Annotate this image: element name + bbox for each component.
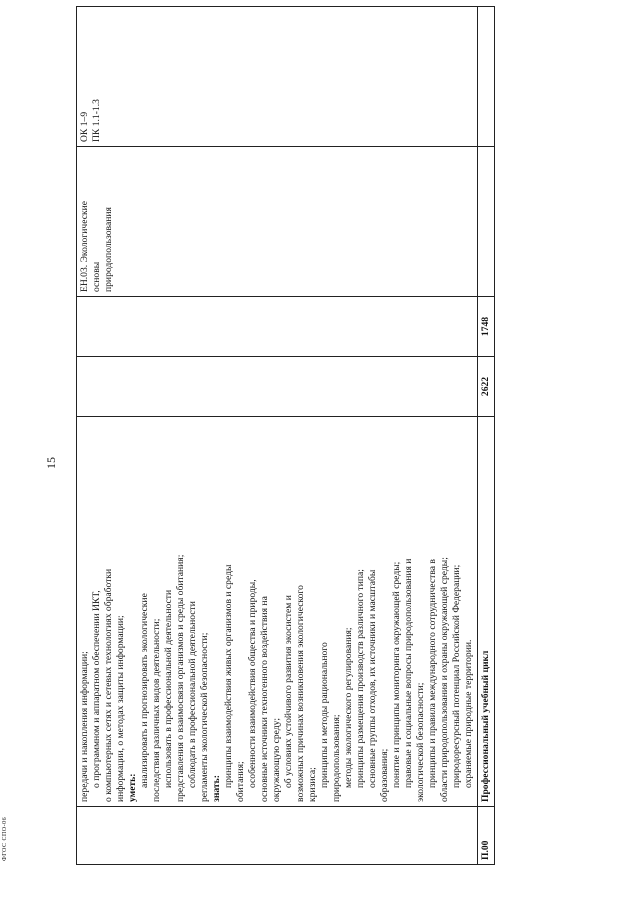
discipline-line: ЕН.03. Экологические: [79, 200, 90, 292]
content-line: понятие и принципы мониторинга окружающей среды;: [391, 561, 402, 788]
content-line: информации, о методах защиты информации;: [115, 615, 126, 802]
section-discipline-cell: [478, 147, 495, 297]
content-line: принципы и правила международного сотрудничества в: [427, 559, 438, 788]
content-line: принципы размещения производств различного типа;: [355, 569, 366, 788]
discipline-line: природопользования: [103, 207, 114, 292]
content-line: регламенты экологической безопасности;: [199, 632, 210, 802]
content-line: возможных причинах возникновения экологического: [295, 585, 306, 802]
content-line: анализировать и прогнозировать экологические: [139, 593, 150, 788]
section-max-hours: 2622: [478, 357, 495, 417]
content-line: использовать в профессиональной деятельности: [163, 589, 174, 788]
content-cell: [77, 417, 478, 807]
class-hours-cell: [77, 297, 478, 357]
page-number: 15: [44, 457, 58, 469]
competency-line: ПК 1.1-1.3: [91, 99, 102, 142]
discipline-line: основы: [91, 261, 102, 292]
footer-code: ФГОС СПО-06: [2, 816, 8, 861]
content-line: окружающую среду;: [271, 717, 282, 802]
content-line: методы экологического регулирования;: [343, 627, 354, 788]
content-line: основные группы отходов, их источники и масштабы: [367, 569, 378, 788]
content-line: особенности взаимодействия общества и природы,: [247, 579, 258, 788]
curriculum-table: [76, 6, 495, 865]
content-line: природоресурсный потенциал Российской Федерации;: [451, 564, 462, 788]
table-row: [478, 7, 495, 865]
content-line: последствия различных видов деятельности;: [151, 618, 162, 802]
content-line: экологической безопасности;: [415, 682, 426, 802]
content-line: о программном и аппаратном обеспечении ИКТ,: [91, 590, 102, 788]
content-line: кризиса;: [307, 767, 318, 802]
table-row: [77, 7, 478, 865]
section-competencies-cell: [478, 7, 495, 147]
content-line: образования;: [379, 748, 390, 802]
content-line: основные источники техногенного воздействия на: [259, 596, 270, 802]
content-line: принципы взаимодействия живых организмов и среды: [223, 564, 234, 788]
content-line: знать:: [211, 775, 222, 802]
competency-line: ОК 1–9: [79, 111, 90, 142]
content-line: об условиях устойчивого развития экосистем и: [283, 595, 294, 788]
content-line: области природопользования и охраны окружающей среды;: [439, 557, 450, 802]
content-line: уметь:: [127, 773, 138, 802]
content-line: соблюдать в профессиональной деятельности: [187, 601, 198, 788]
max-hours-cell: [77, 357, 478, 417]
section-class-hours: 1748: [478, 297, 495, 357]
competencies-cell: [77, 7, 478, 147]
discipline-cell: [77, 147, 478, 297]
content-line: передачи и накопления информации;: [79, 651, 90, 802]
content-line: принципы и методы рационального: [319, 642, 330, 788]
index-cell: [77, 807, 478, 865]
content-line: правовые и социальные вопросы природопользования и: [403, 558, 414, 788]
content-line: представления о взаимосвязи организмов и среды обитания;: [175, 554, 186, 802]
content-line: природопользования;: [331, 714, 342, 802]
content-line: о компьютерных сетях и сетевых технологиях обработки: [103, 568, 114, 802]
section-code: П.00: [478, 807, 495, 865]
section-name: Профессиональный учебный цикл: [478, 417, 495, 807]
content-line: обитания;: [235, 761, 246, 802]
content-line: охраняемые природные территории.: [463, 639, 474, 788]
